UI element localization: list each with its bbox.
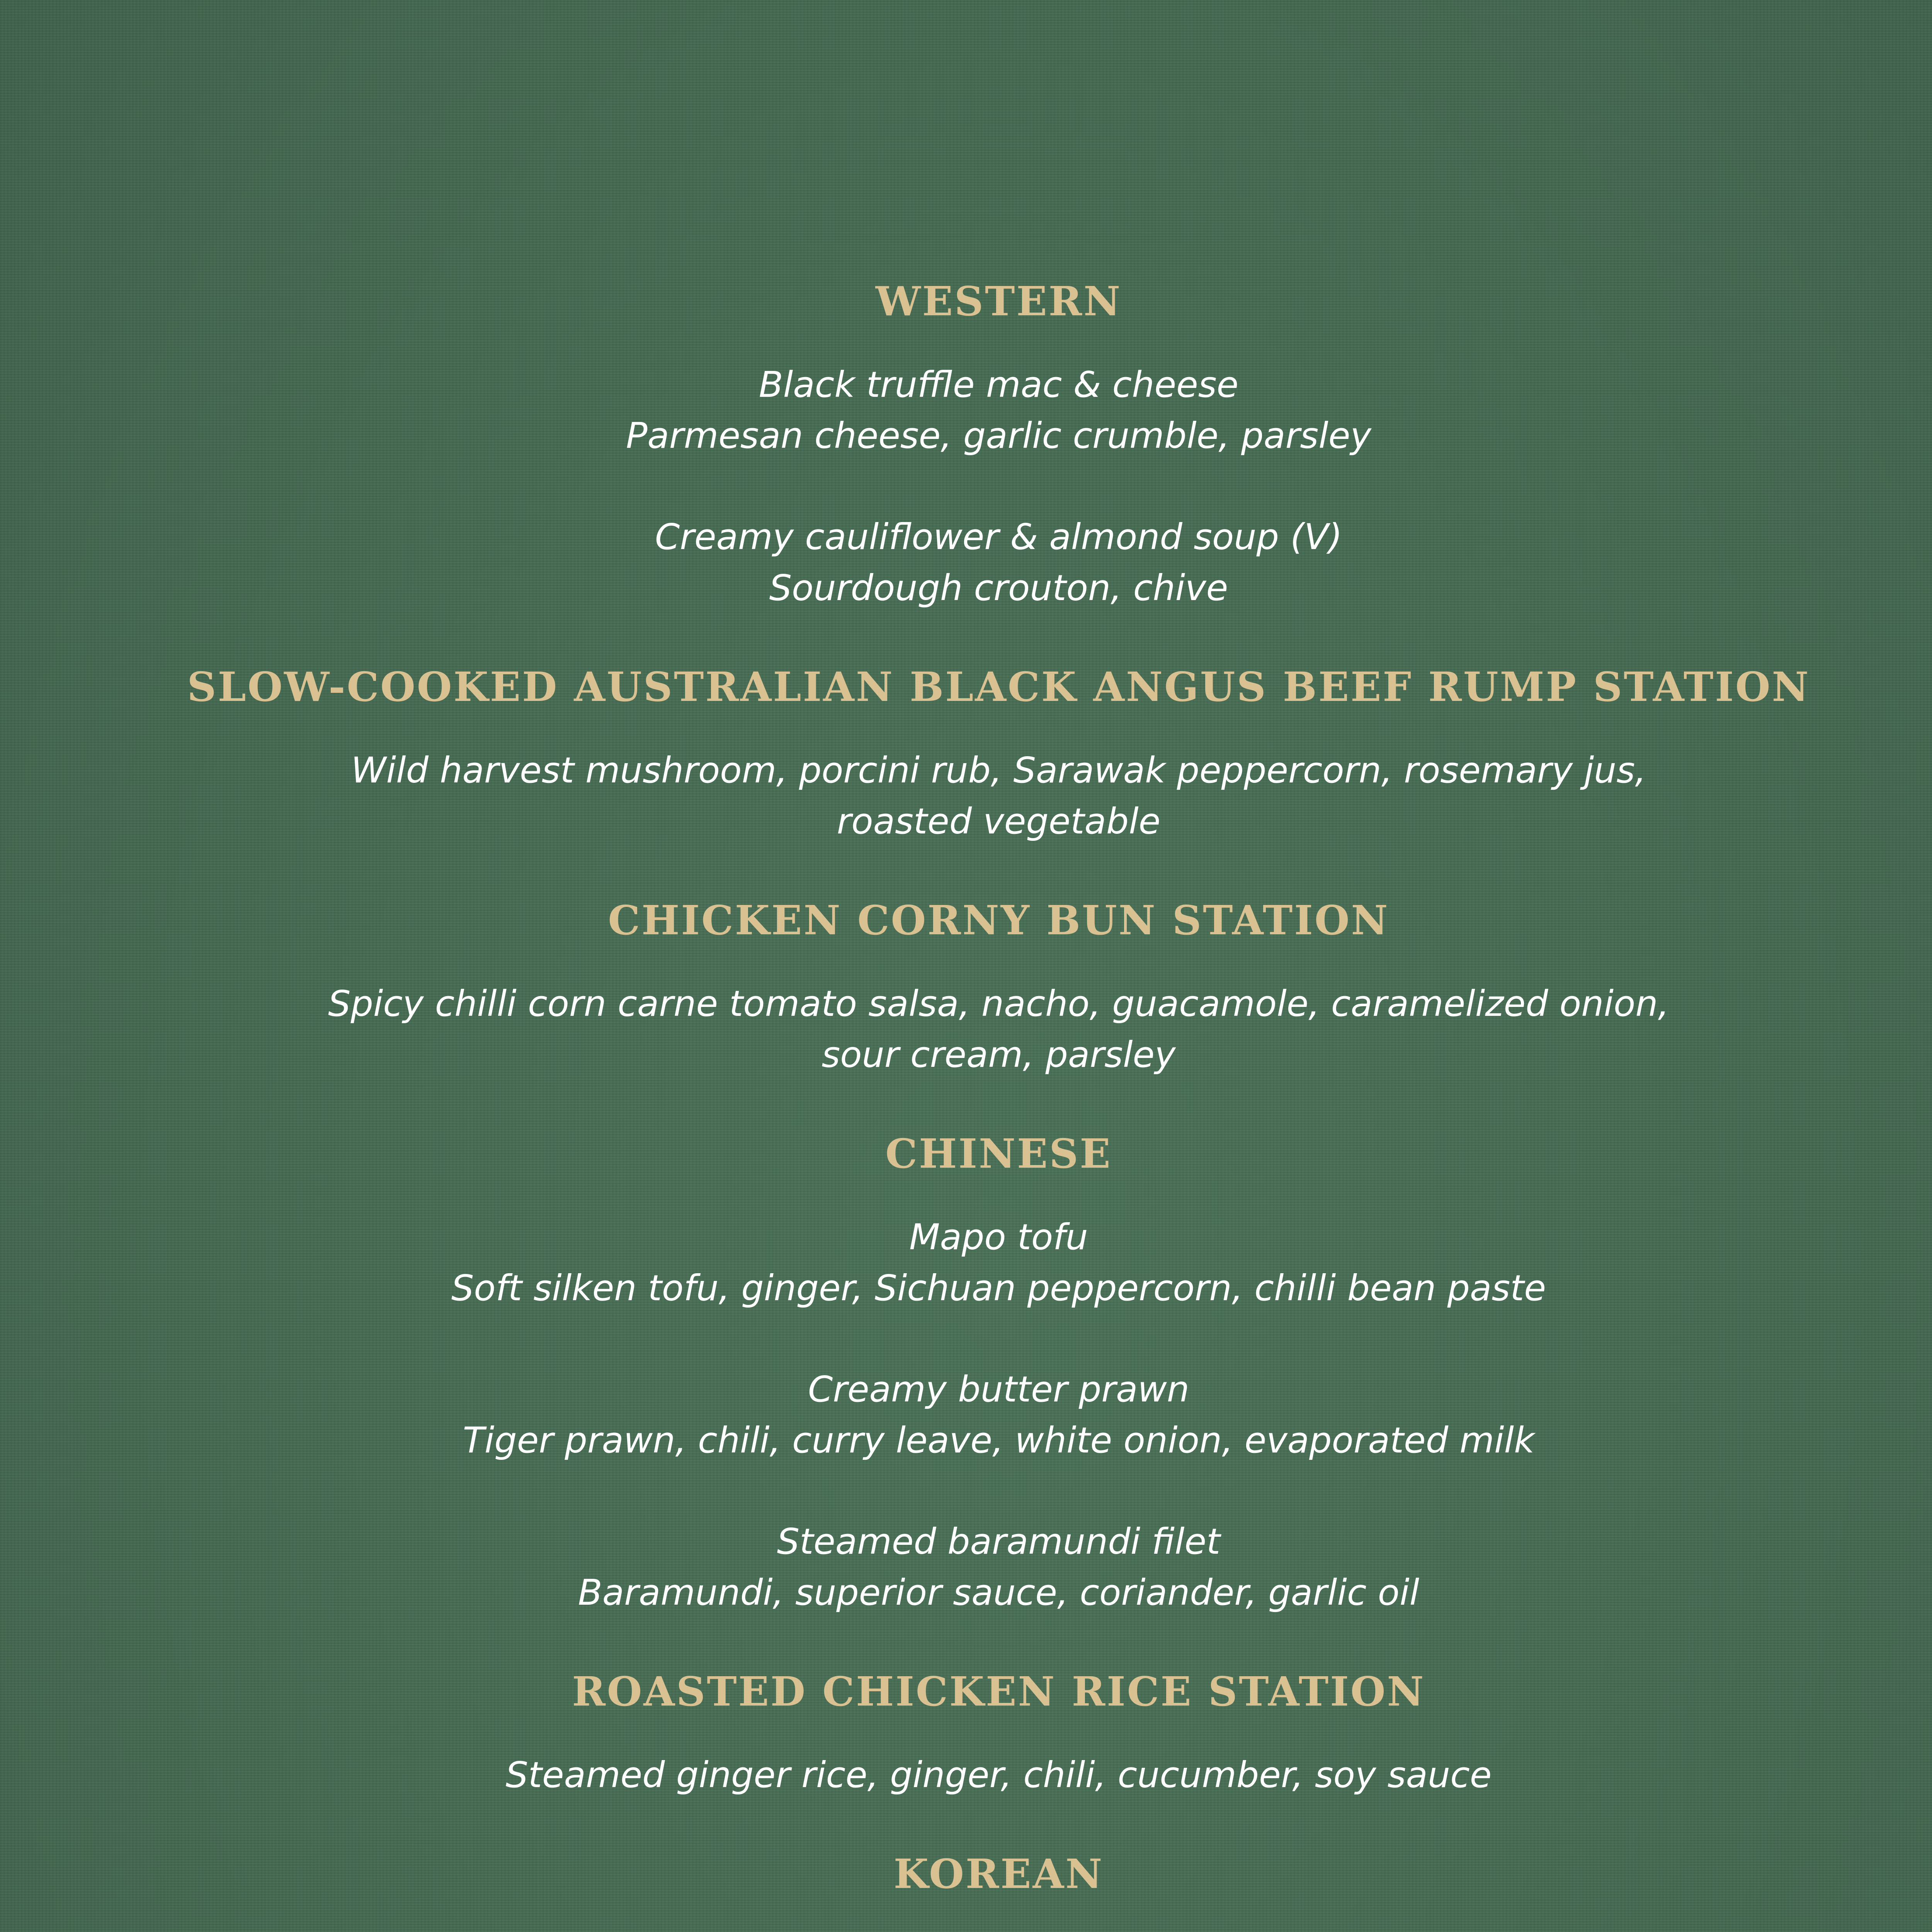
item-spacer [0, 1466, 1932, 1516]
menu-item-line-primary: Black truffle mac & cheese [759, 364, 1239, 405]
menu-section [0, 1661, 1932, 1801]
section-spacer [0, 1618, 1932, 1661]
menu-item-line-primary: Wild harvest mushroom, porcini rub, Sarawak peppercorn, rosemary jus, [351, 750, 1646, 791]
title-spacer [0, 332, 1932, 359]
menu-item-line-primary: Spicy chilli corn carne tomato salsa, nacho, guacamole, caramelized onion, [328, 983, 1669, 1024]
menu-section [0, 1843, 1932, 1932]
title-spacer [0, 1185, 1932, 1212]
menu-item-line-secondary: roasted vegetable [837, 801, 1161, 842]
menu-item [0, 745, 1932, 847]
menu-item-line-primary: Steamed baramundi filet [777, 1521, 1221, 1562]
menu-content [0, 270, 1932, 1932]
menu-item [0, 359, 1932, 461]
section-title: KOREAN [893, 1850, 1104, 1898]
menu-item-line-primary: Creamy butter prawn [808, 1369, 1190, 1410]
menu-item-line-secondary: Baramundi, superior sauce, coriander, garlic oil [578, 1572, 1420, 1613]
menu-item [0, 1364, 1932, 1466]
menu-item-line-primary: Steamed ginger rice, ginger, chili, cucumber, soy sauce [505, 1754, 1492, 1796]
title-spacer [0, 718, 1932, 745]
title-spacer [0, 951, 1932, 978]
menu-item [0, 1212, 1932, 1314]
section-spacer [0, 1080, 1932, 1123]
item-spacer [0, 1314, 1932, 1364]
menu-item-line-secondary: Tiger prawn, chili, curry leave, white onion, evaporated milk [463, 1420, 1535, 1461]
menu-item-line-secondary: Parmesan cheese, garlic crumble, parsley [626, 415, 1371, 456]
menu-item-line-secondary: sour cream, parsley [821, 1034, 1176, 1075]
section-title: CHINESE [885, 1130, 1112, 1177]
title-spacer [0, 1905, 1932, 1932]
menu-section [0, 889, 1932, 1080]
menu-section [0, 1123, 1932, 1618]
menu-item-line-primary: Mapo tofu [909, 1216, 1088, 1258]
section-title: ROASTED CHICKEN RICE STATION [572, 1668, 1425, 1715]
section-title: CHICKEN CORNY BUN STATION [608, 896, 1389, 944]
section-spacer [0, 614, 1932, 656]
title-spacer [0, 1723, 1932, 1750]
menu-item [0, 1516, 1932, 1618]
menu-section [0, 270, 1932, 614]
menu-item-line-secondary: Sourdough crouton, chive [769, 567, 1228, 609]
menu-item [0, 1750, 1932, 1801]
section-title: SLOW-COOKED AUSTRALIAN BLACK ANGUS BEEF RUMP STATION [187, 663, 1810, 711]
menu-item-line-secondary: Soft silken tofu, ginger, Sichuan peppercorn, chilli bean paste [451, 1267, 1546, 1309]
section-title: WESTERN [875, 277, 1122, 325]
section-spacer [0, 1801, 1932, 1843]
menu-item-line-primary: Creamy cauliflower & almond soup (V) [655, 516, 1343, 558]
section-spacer [0, 847, 1932, 889]
menu-item [0, 512, 1932, 614]
menu-item [0, 978, 1932, 1080]
item-spacer [0, 461, 1932, 512]
menu-section [0, 656, 1932, 847]
